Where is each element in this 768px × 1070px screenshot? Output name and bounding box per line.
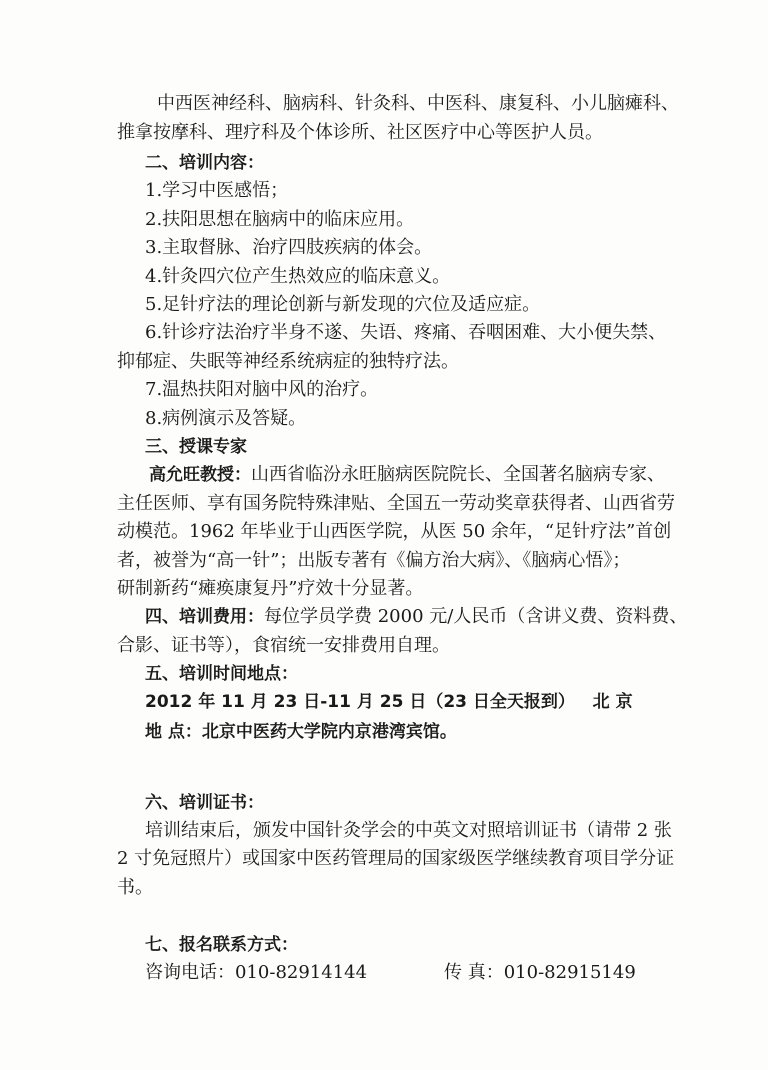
- section-4-heading: 四、培训费用：: [145, 607, 264, 627]
- content-item: 3.主取督脉、治疗四肢疾病的体会。: [145, 237, 433, 258]
- expert-bio-line: 动模范。1962 年毕业于山西医学院，从医 50 余年，“足针疗法”首创: [117, 521, 672, 542]
- content-item: 7.温热扶阳对脑中风的治疗。: [145, 379, 379, 400]
- fee-detail: 每位学员学费 2000 元/人民币（含讲义费、资料费、: [264, 606, 688, 627]
- content-item: 4.针灸四穴位产生热效应的临床意义。: [145, 266, 451, 287]
- expert-bio-line: 者，被誉为“高一针”；出版专著有《偏方治大病》、《脑病心悟》；: [117, 550, 631, 571]
- contact-fax: 传 真：010-82915149: [444, 962, 636, 983]
- certificate-line: 培训结束后，颁发中国针灸学会的中英文对照培训证书（请带 2 张: [145, 820, 672, 841]
- section-6-heading: 六、培训证书：: [145, 793, 264, 813]
- certificate-line: 2 寸免冠照片）或国家中医药管理局的国家级医学继续教育项目学分证: [117, 848, 675, 869]
- section-5-heading: 五、培训时间地点：: [145, 664, 298, 684]
- training-date: 2012 年 11 月 23 日-11 月 25 日（23 日全天报到） 北 京: [145, 692, 633, 712]
- certificate-line: 书。: [117, 877, 153, 898]
- audience-line-1: 中西医神经科、脑病科、针灸科、中医科、康复科、小儿脑瘫科、: [157, 93, 679, 114]
- expert-intro-line: [149, 462, 665, 488]
- fee-line-2: 合影、证书等），食宿统一安排费用自理。: [117, 635, 450, 656]
- section-3-heading: 三、授课专家: [145, 437, 247, 457]
- expert-bio-line: 主任医师、享有国务院特殊津贴、全国五一劳动奖章获得者、山西省劳: [117, 493, 675, 514]
- expert-name: 高允旺教授：: [149, 465, 251, 485]
- contact-phone: 咨询电话：010-82914144: [145, 962, 368, 983]
- audience-line-2: 推拿按摩科、理疗科及个体诊所、社区医疗中心等医护人员。: [117, 122, 603, 143]
- section-2-heading: 二、培训内容：: [145, 153, 264, 173]
- expert-bio-line: 研制新药“瘫痪康复丹”疗效十分显著。: [117, 578, 424, 599]
- content-item: 6.针诊疗法治疗半身不遂、失语、疼痛、吞咽困难、大小便失禁、: [145, 322, 667, 343]
- training-location: 地 点：北京中医药大学院内京港湾宾馆。: [145, 722, 457, 742]
- content-item: 8.病例演示及答疑。: [145, 408, 307, 429]
- content-item: 2.扶阳思想在脑病中的临床应用。: [145, 209, 415, 230]
- section-7-heading: 七、报名联系方式：: [145, 935, 298, 955]
- content-item-continuation: 抑郁症、失眠等神经系统病症的独特疗法。: [117, 351, 459, 372]
- content-item: 5.足针疗法的理论创新与新发现的穴位及适应症。: [145, 294, 541, 315]
- content-item: 1.学习中医感悟；: [145, 180, 289, 201]
- fee-line-1: [145, 604, 687, 630]
- expert-intro-rest: 山西省临汾永旺脑病医院院长、全国著名脑病专家、: [251, 464, 665, 485]
